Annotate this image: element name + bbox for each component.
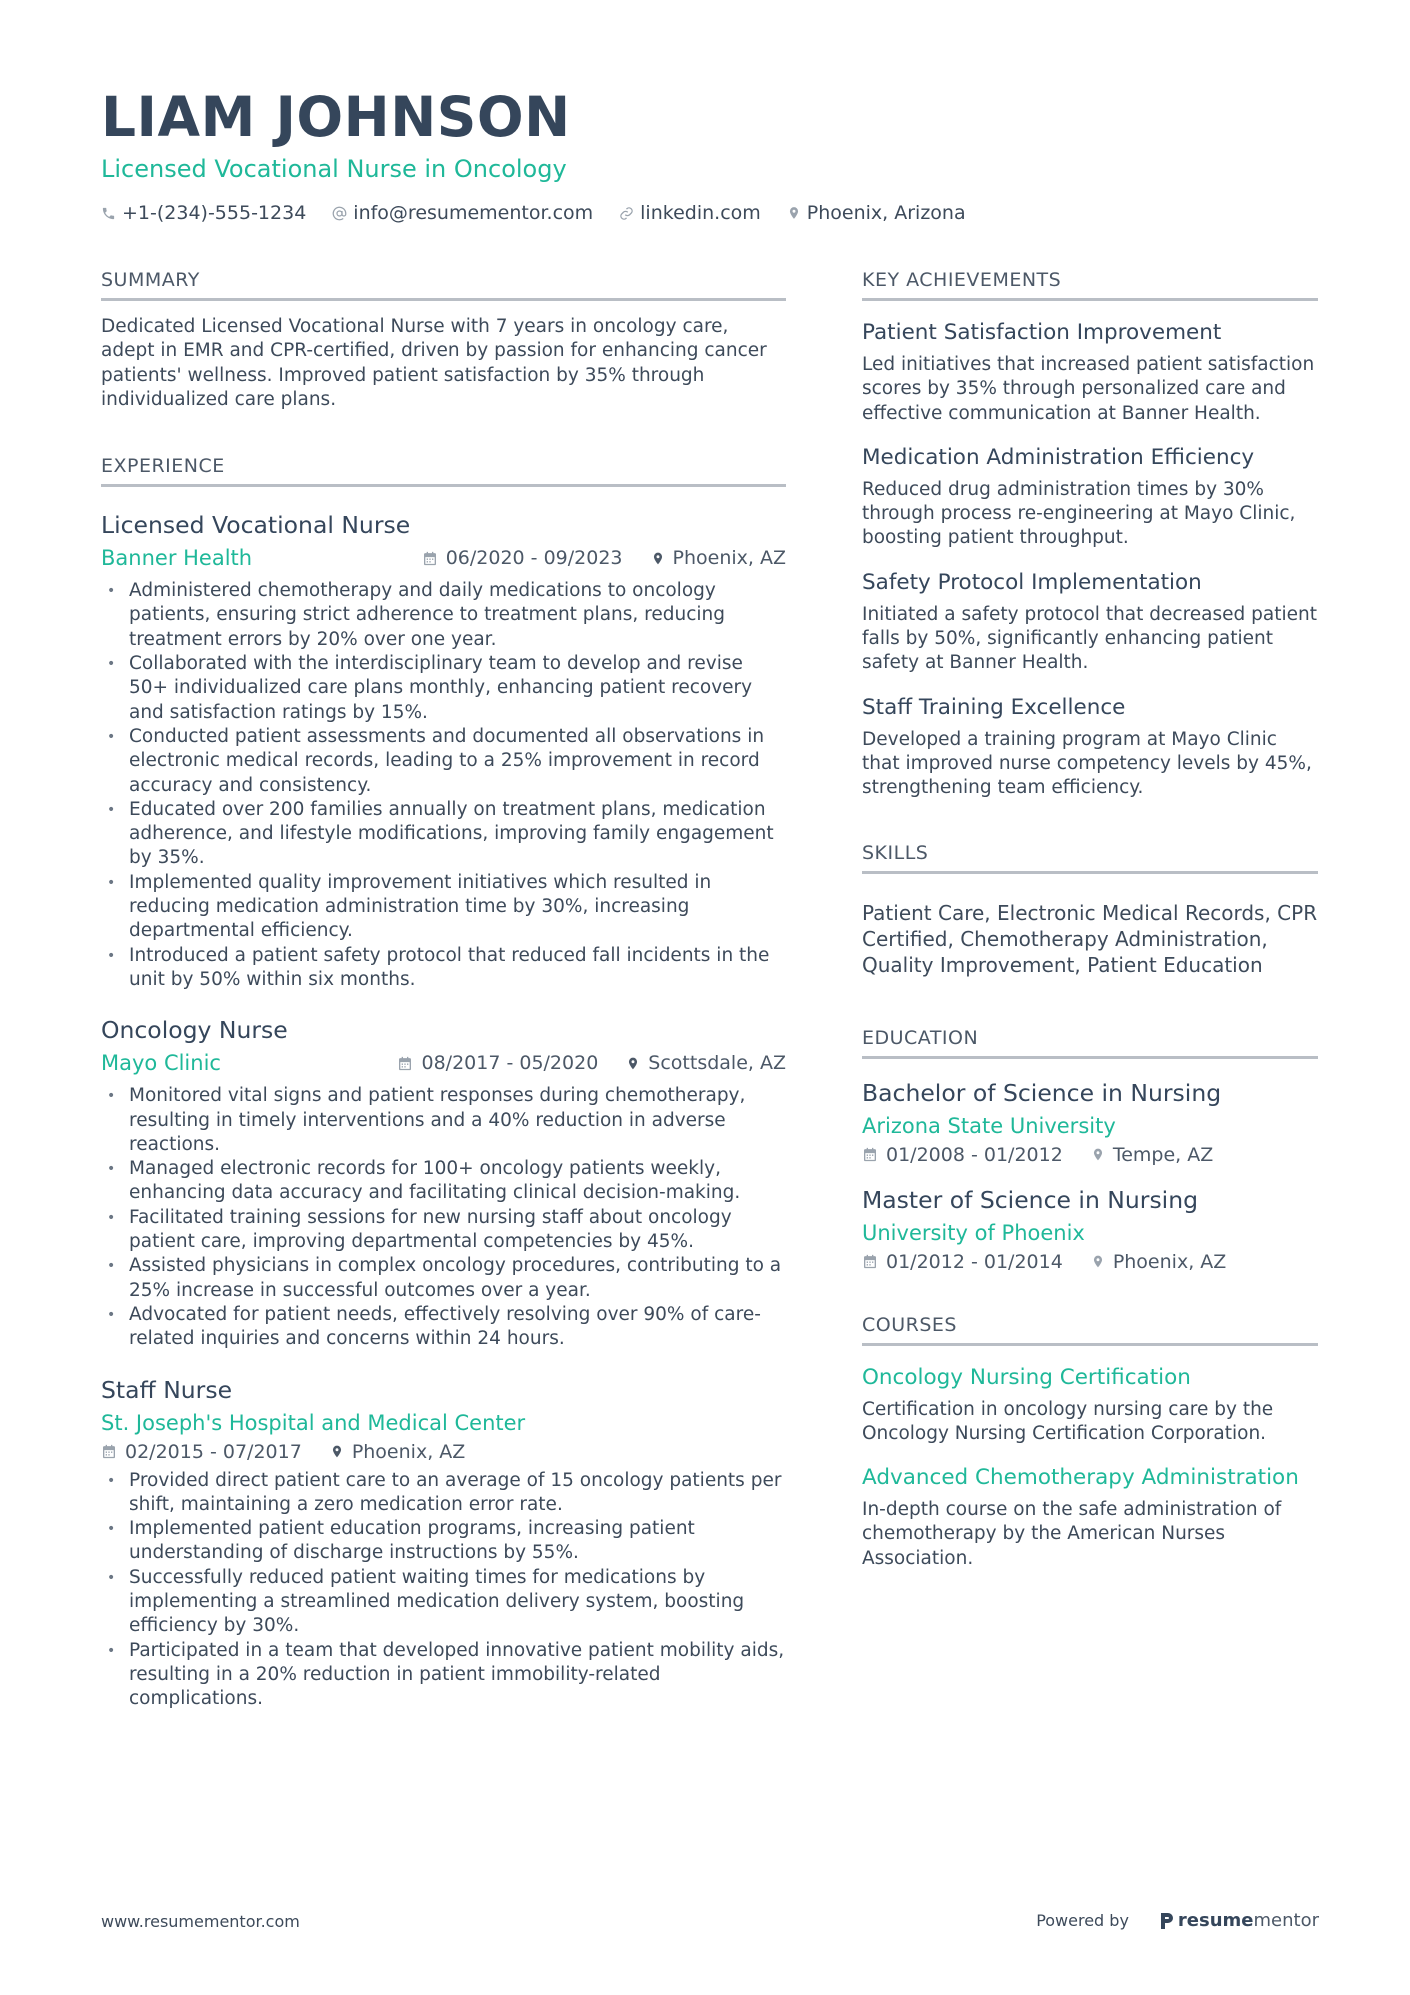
email-text: info@resumementor.com [353, 202, 594, 224]
contact-bar [101, 202, 1321, 224]
job-bullets [101, 1469, 786, 1712]
section-heading: KEY ACHIEVEMENTS [862, 268, 1318, 301]
summary-section [101, 268, 786, 412]
candidate-name: LIAM JOHNSON [101, 85, 571, 149]
achievements-section [862, 268, 1318, 801]
job-location [626, 1052, 786, 1074]
education-section [862, 1026, 1318, 1273]
job-meta [101, 1048, 786, 1078]
edu-date-location [862, 1144, 1318, 1166]
location-text: Phoenix, AZ [672, 547, 786, 570]
list-item: • Educated over 200 families annually on treatment plans, medication adherence, and lifestyle modifications, improving family engagement by 35%. [101, 798, 786, 871]
experience-entry [101, 1374, 786, 1712]
skills-section [862, 841, 1318, 978]
contact-phone[interactable] [101, 202, 306, 224]
powered-by-label: Powered by [1036, 1911, 1129, 1930]
calendar-icon [397, 1055, 413, 1072]
brand-logo-icon [1159, 1911, 1175, 1931]
section-heading: COURSES [862, 1313, 1318, 1346]
location-text: Scottsdale, AZ [648, 1052, 786, 1075]
list-item: • Provided direct patient care to an average of 15 oncology patients per shift, maintaining a zero medication error rate. [101, 1469, 786, 1518]
degree-title: Bachelor of Science in Nursing [862, 1078, 1222, 1107]
school-name: Arizona State University [862, 1113, 1116, 1138]
edu-dates [862, 1144, 1063, 1166]
company-name: Banner Health [101, 546, 253, 571]
job-title: Staff Nurse [101, 1375, 233, 1404]
list-item: • Introduced a patient safety protocol that reduced fall incidents in the unit by 50% within six months. [101, 944, 786, 993]
list-item: • Monitored vital signs and patient responses during chemotherapy, resulting in timely interventions and a 40% reduction in adverse reactions. [101, 1084, 786, 1157]
list-item: • Collaborated with the interdisciplinary team to develop and revise 50+ individualized care plans monthly, enhancing patient recovery and satisfaction ratings by 15%. [101, 652, 786, 725]
right-column [862, 268, 1318, 1607]
achievement-item [862, 444, 1318, 551]
candidate-title: Licensed Vocational Nurse in Oncology [101, 155, 567, 183]
course-title: Oncology Nursing Certification [862, 1364, 1191, 1390]
course-title: Advanced Chemotherapy Administration [862, 1465, 1299, 1491]
calendar-icon [422, 550, 438, 567]
map-pin-icon [1091, 1146, 1105, 1163]
edu-dates [862, 1251, 1063, 1273]
location-text: Phoenix, AZ [351, 1440, 466, 1463]
school-name: University of Phoenix [862, 1220, 1085, 1245]
location-text: Tempe, AZ [1112, 1143, 1214, 1166]
achievement-title: Patient Satisfaction Improvement [862, 320, 1222, 345]
list-item: • Advocated for patient needs, effectively resolving over 90% of care-related inquiries and concerns within 24 hours. [101, 1303, 786, 1352]
contact-email[interactable] [332, 202, 593, 224]
job-date-location [101, 1441, 786, 1463]
map-pin-icon [1091, 1253, 1105, 1270]
section-heading: SUMMARY [101, 268, 786, 301]
achievement-item [862, 319, 1318, 426]
section-heading: SKILLS [862, 841, 1318, 874]
contact-location [787, 202, 966, 224]
section-heading: EXPERIENCE [101, 454, 786, 487]
course-desc: In-depth course on the safe administration of chemotherapy by the American Nurses Association. [862, 1499, 1282, 1569]
company-name: St. Joseph's Hospital and Medical Center [101, 1410, 526, 1435]
map-pin-icon [330, 1443, 344, 1460]
list-item: • Assisted physicians in complex oncology procedures, contributing to a 25% increase in successful outcomes over a year. [101, 1254, 786, 1303]
job-dates [422, 547, 623, 569]
achievement-desc: Led initiatives that increased patient satisfaction scores by 35% through personalized care and effective communication at Banner Health. [862, 354, 1315, 424]
brand-light: mentor [1253, 1910, 1319, 1931]
dates-text: 02/2015 - 07/2017 [125, 1440, 302, 1463]
achievement-title: Medication Administration Efficiency [862, 444, 1255, 470]
job-dates [101, 1441, 302, 1463]
dates-text: 01/2008 - 01/2012 [886, 1143, 1063, 1166]
achievement-item [862, 694, 1318, 801]
contact-linkedin[interactable] [619, 202, 761, 224]
job-location [330, 1441, 465, 1463]
brand-bold: resume [1177, 1910, 1254, 1931]
course-entry [862, 1364, 1318, 1447]
dates-text: 06/2020 - 09/2023 [445, 547, 623, 570]
skills-text: Patient Care, Electronic Medical Records, CPR Certified, Chemotherapy Administration, Quality Improvement, Patient Education [862, 900, 1318, 977]
list-item: • Facilitated training sessions for new nursing staff about oncology patient care, improving departmental competencies by 45%. [101, 1206, 786, 1255]
edu-location [1091, 1251, 1226, 1273]
experience-entry [101, 509, 786, 992]
list-item: • Implemented patient education programs, increasing patient understanding of discharge instructions by 55%. [101, 1517, 786, 1566]
list-item: • Conducted patient assessments and documented all observations in electronic medical records, leading to a 25% improvement in record accuracy and consistency. [101, 725, 786, 798]
calendar-icon [862, 1146, 878, 1163]
job-date-location [422, 547, 786, 569]
left-column [101, 268, 786, 1747]
dates-text: 08/2017 - 05/2020 [421, 1052, 599, 1075]
company-name: Mayo Clinic [101, 1051, 221, 1076]
job-meta [101, 543, 786, 573]
courses-section [862, 1313, 1318, 1571]
course-desc: Certification in oncology nursing care by the Oncology Nursing Certification Corporation. [862, 1398, 1274, 1444]
summary-text: Dedicated Licensed Vocational Nurse with 7 years in oncology care, adept in EMR and CPR-certified, driven by passion for enhancing cancer patients' wellness. Improved patient satisfaction by 35% through individualized care plans. [101, 316, 767, 410]
map-pin-icon [651, 550, 665, 567]
experience-section [101, 454, 786, 1711]
dates-text: 01/2012 - 01/2014 [886, 1250, 1063, 1273]
location-text: Phoenix, Arizona [806, 202, 966, 224]
list-item: • Successfully reduced patient waiting times for medications by implementing a streamlined medication delivery system, boosting efficiency by 30%. [101, 1566, 786, 1639]
section-heading: EDUCATION [862, 1026, 1318, 1059]
edu-location [1091, 1144, 1213, 1166]
calendar-icon [101, 1443, 117, 1460]
list-item: • Managed electronic records for 100+ oncology patients weekly, enhancing data accuracy and facilitating clinical decision-making. [101, 1157, 786, 1206]
education-entry [862, 1184, 1318, 1273]
edu-date-location [862, 1251, 1318, 1273]
footer-website[interactable]: www.resumementor.com [101, 1912, 300, 1931]
achievement-desc: Reduced drug administration times by 30% through process re-engineering at Mayo Clinic, boosting patient throughput. [862, 478, 1296, 549]
job-title: Licensed Vocational Nurse [101, 511, 411, 540]
achievement-desc: Initiated a safety protocol that decreased patient falls by 50%, significantly enhancing patient safety at Banner Health. [862, 603, 1317, 674]
degree-title: Master of Science in Nursing [862, 1185, 1199, 1214]
list-item: • Implemented quality improvement initiatives which resulted in reducing medication administration time by 30%, increasing departmental efficiency. [101, 871, 786, 944]
job-bullets [101, 1084, 786, 1351]
calendar-icon [862, 1253, 878, 1270]
job-location [651, 547, 786, 569]
job-title: Oncology Nurse [101, 1016, 288, 1045]
phone-icon [101, 206, 116, 221]
job-date-location [397, 1052, 786, 1074]
job-bullets [101, 579, 786, 992]
job-dates [397, 1052, 598, 1074]
footer-brand [1036, 1910, 1319, 1931]
at-icon [332, 206, 347, 221]
link-icon [619, 206, 634, 221]
experience-entry [101, 1014, 786, 1351]
phone-text: +1-(234)-555-1234 [122, 202, 307, 224]
list-item: • Participated in a team that developed innovative patient mobility aids, resulting in a 20% reduction in patient immobility-related complications. [101, 1639, 786, 1712]
education-entry [862, 1077, 1318, 1166]
map-pin-icon [626, 1055, 640, 1072]
achievement-desc: Developed a training program at Mayo Clinic that improved nurse competency levels by 45%, strengthening team efficiency. [862, 728, 1312, 799]
list-item: • Administered chemotherapy and daily medications to oncology patients, ensuring strict adherence to treatment plans, reducing treatment errors by 20% over one year. [101, 579, 786, 652]
location-text: Phoenix, AZ [1112, 1250, 1227, 1273]
course-entry [862, 1464, 1318, 1571]
achievement-title: Safety Protocol Implementation [862, 569, 1202, 595]
brand-logo[interactable] [1159, 1910, 1319, 1931]
achievement-title: Staff Training Excellence [862, 694, 1126, 720]
achievement-item [862, 569, 1318, 676]
resume-header [101, 86, 1321, 224]
linkedin-text: linkedin.com [640, 202, 761, 224]
map-pin-icon [787, 205, 801, 221]
